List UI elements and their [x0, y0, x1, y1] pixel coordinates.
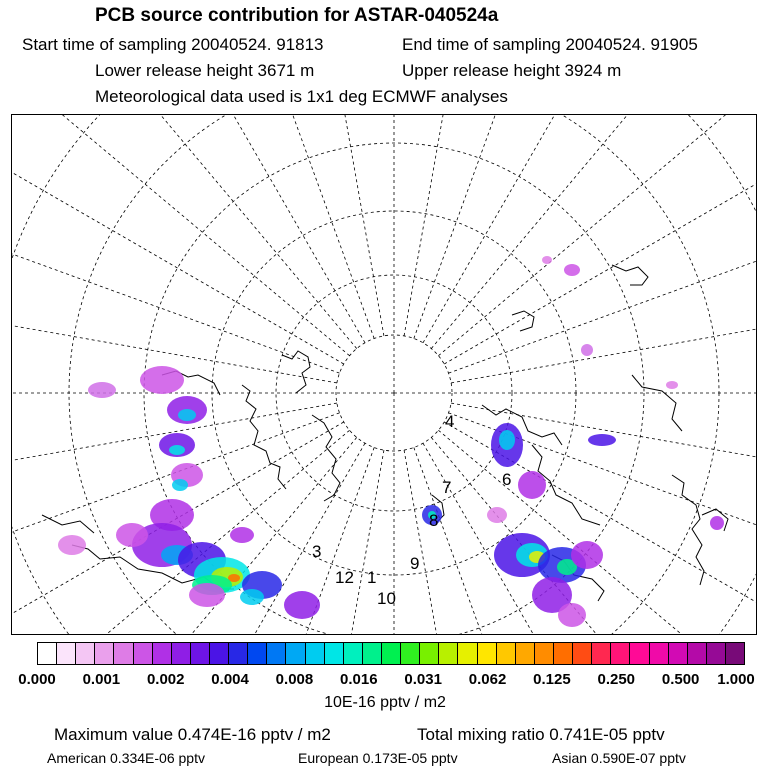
plume-patch	[284, 591, 320, 619]
plume-patch	[88, 382, 116, 398]
map-region-label: 12	[335, 568, 354, 587]
meridian-line	[431, 115, 756, 349]
colorbar-segment	[172, 643, 191, 664]
asian-contribution: Asian 0.590E-07 pptv	[552, 750, 686, 766]
plume-patch	[710, 516, 724, 530]
colorbar-segment	[344, 643, 363, 664]
meridian-line	[449, 154, 756, 374]
plume-patch	[116, 523, 148, 547]
colorbar-segment	[267, 643, 286, 664]
colorbar-segment	[191, 643, 210, 664]
plume-patch	[178, 409, 196, 421]
colorbar	[37, 642, 745, 665]
colorbar-segment	[707, 643, 726, 664]
colorbar-segment	[458, 643, 477, 664]
colorbar-segment	[554, 643, 573, 664]
colorbar-tick-label: 0.250	[597, 671, 636, 688]
colorbar-segment	[669, 643, 688, 664]
colorbar-segment	[210, 643, 229, 664]
american-contribution: American 0.334E-06 pptv	[47, 750, 205, 766]
meridian-line	[444, 422, 756, 634]
meridian-line	[12, 115, 357, 349]
colorbar-tick-label: 0.016	[340, 671, 378, 688]
concentration-plumes	[58, 256, 724, 627]
map-region-label: 10	[377, 589, 396, 608]
colorbar-tick-label: 0.004	[211, 671, 249, 688]
meridian-line	[12, 271, 337, 382]
map-region-label: 9	[410, 554, 420, 573]
colorbar-tick-label: 0.008	[275, 671, 314, 688]
colorbar-segment	[726, 643, 744, 664]
plume-patch	[189, 583, 225, 607]
colorbar-segment	[478, 643, 497, 664]
colorbar-segment	[401, 643, 420, 664]
map-region-label: 4	[445, 412, 455, 431]
map-labels	[312, 412, 511, 608]
colorbar-segment	[516, 643, 535, 664]
upper-release-label: Upper release height 3924 m	[402, 61, 622, 80]
plot-title: PCB source contribution for ASTAR-040524a	[95, 5, 499, 26]
meridian-line	[423, 115, 744, 343]
plume-patch	[230, 527, 254, 543]
meridian-line	[272, 115, 383, 336]
plume-patch	[558, 603, 586, 627]
colorbar-segment	[134, 643, 153, 664]
plume-patch	[487, 507, 507, 523]
map-region-label: 7	[442, 478, 452, 497]
colorbar-segment	[114, 643, 133, 664]
plume-patch	[571, 541, 603, 569]
meridian-lines	[12, 115, 756, 634]
plume-patch	[581, 344, 593, 356]
meridian-line	[451, 271, 756, 382]
meridian-line	[12, 154, 339, 374]
meteo-label: Meteorological data used is 1x1 deg ECMWF analyses	[95, 87, 508, 106]
meridian-line	[12, 115, 350, 356]
start-time-label: Start time of sampling 20040524. 91813	[22, 35, 324, 54]
total-mixing-ratio: Total mixing ratio 0.741E-05 pptv	[417, 725, 665, 744]
colorbar-segment	[57, 643, 76, 664]
colorbar-segment	[325, 643, 344, 664]
meridian-line	[44, 115, 365, 343]
meridian-line	[12, 115, 344, 364]
colorbar-segment	[363, 643, 382, 664]
colorbar-segment	[76, 643, 95, 664]
map-region-label: 8	[429, 511, 439, 530]
colorbar-segment	[420, 643, 439, 664]
plume-patch	[140, 366, 184, 394]
meridian-line	[404, 115, 515, 336]
colorbar-tick-label: 0.000	[18, 671, 56, 688]
plume-patch	[666, 381, 678, 389]
plume-patch	[58, 535, 86, 555]
colorbar-segment	[650, 643, 669, 664]
end-time-label: End time of sampling 20040524. 91905	[402, 35, 698, 54]
lat-lon-grid	[12, 115, 756, 634]
map-region-label: 6	[502, 470, 512, 489]
plume-patch	[588, 434, 616, 446]
plume-patch	[499, 430, 515, 450]
colorbar-units: 10E-16 pptv / m2	[324, 694, 446, 711]
polar-map	[11, 114, 757, 635]
maximum-value: Maximum value 0.474E-16 pptv / m2	[54, 725, 331, 744]
map-region-label: 3	[312, 542, 322, 561]
colorbar-segment	[306, 643, 325, 664]
colorbar-segment	[592, 643, 611, 664]
colorbar-tick-label: 0.002	[146, 671, 185, 688]
colorbar-segment	[497, 643, 516, 664]
plume-patch	[169, 445, 185, 455]
plume-patch	[564, 264, 580, 276]
colorbar-tick-label: 0.001	[82, 671, 121, 688]
colorbar-segment	[630, 643, 649, 664]
colorbar-segment	[95, 643, 114, 664]
colorbar-segment	[688, 643, 707, 664]
colorbar-tick-label: 0.031	[404, 671, 442, 688]
meridian-line	[423, 443, 744, 634]
plume-patch	[542, 256, 552, 264]
meridian-line	[444, 115, 756, 364]
colorbar-segment	[153, 643, 172, 664]
colorbar-tick-label: 0.062	[468, 671, 507, 688]
plume-patch	[518, 471, 546, 499]
european-contribution: European 0.173E-05 pptv	[298, 750, 458, 766]
meridian-line	[431, 437, 756, 634]
colorbar-segment	[229, 643, 248, 664]
plume-patch	[172, 479, 188, 491]
map-region-label: 1	[367, 568, 377, 587]
plume-patch	[240, 589, 264, 605]
colorbar-segment	[248, 643, 267, 664]
colorbar-segment	[439, 643, 458, 664]
lower-release-label: Lower release height 3671 m	[95, 61, 315, 80]
colorbar-segment	[38, 643, 57, 664]
colorbar-tick-label: 0.500	[661, 671, 700, 688]
colorbar-segment	[535, 643, 554, 664]
colorbar-tick-label: 1.000	[717, 671, 755, 688]
colorbar-segment	[611, 643, 630, 664]
colorbar-segment	[382, 643, 401, 664]
colorbar-segment	[286, 643, 305, 664]
colorbar-segment	[573, 643, 592, 664]
colorbar-tick-label: 0.125	[533, 671, 571, 688]
meridian-line	[438, 430, 756, 634]
